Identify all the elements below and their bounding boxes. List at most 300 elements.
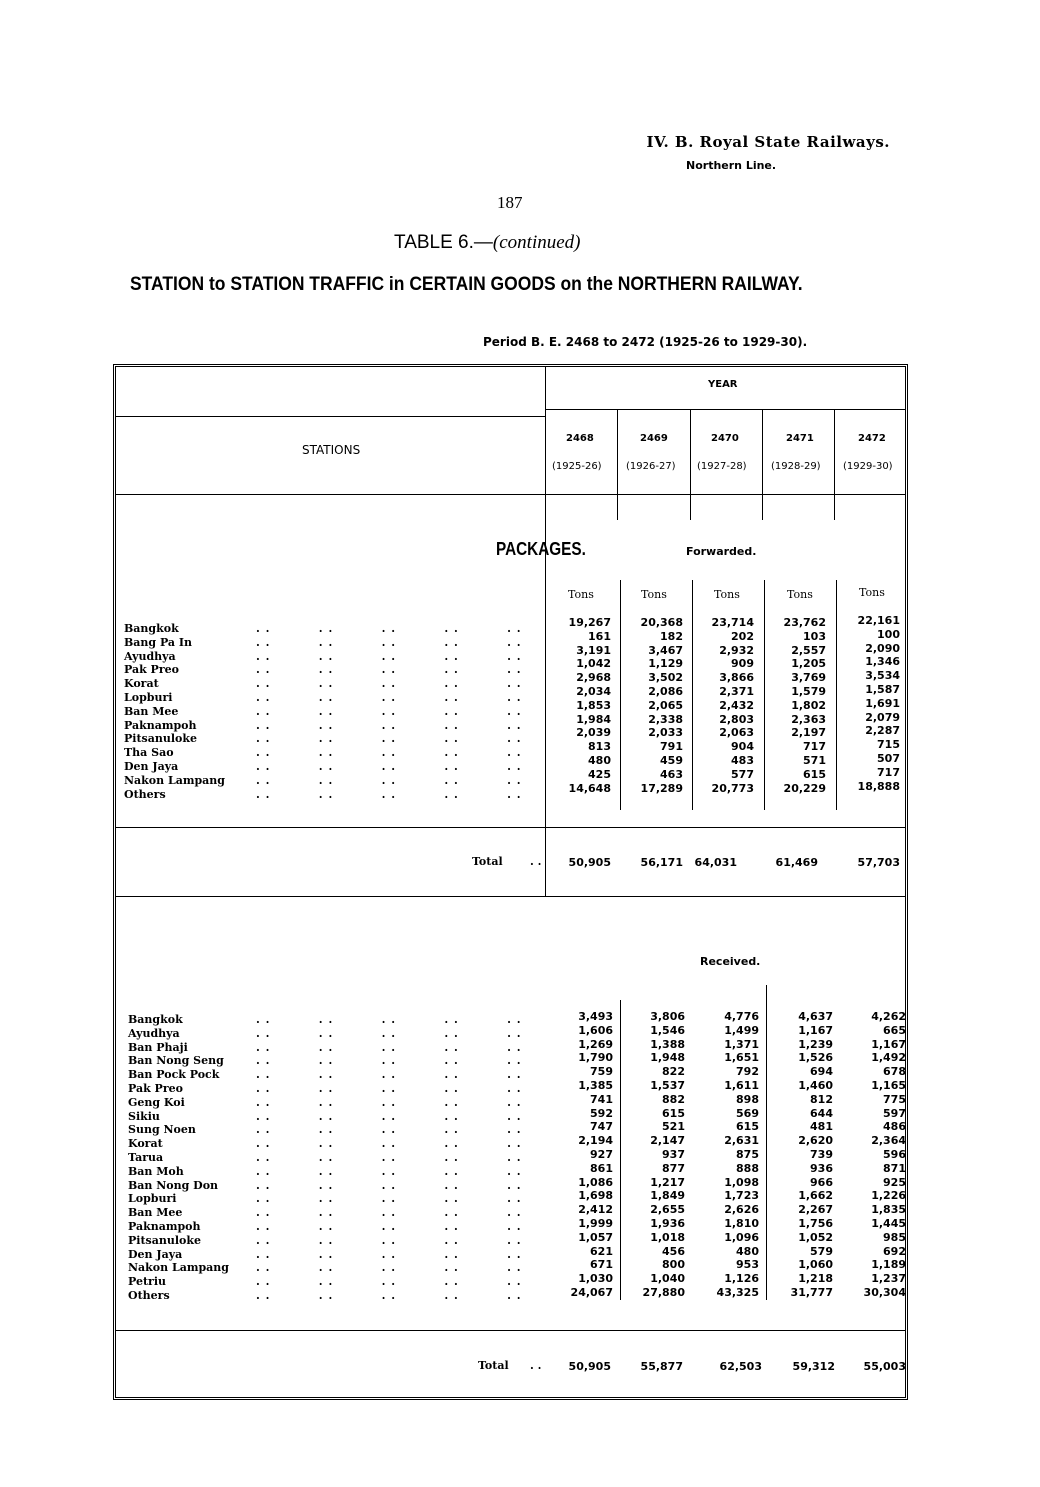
station-name: Ban Moh (128, 1164, 184, 1178)
table-cell: 615 (662, 1106, 685, 1120)
table-cell: 1,984 (576, 712, 611, 726)
table-cell: 2,557 (791, 643, 826, 657)
table-cell: 2,338 (648, 712, 683, 726)
table-cell: 1,499 (724, 1023, 759, 1037)
table-cell: 2,655 (650, 1203, 685, 1217)
table-cell: 2,194 (578, 1134, 613, 1148)
year-be-2: 2469 (640, 433, 668, 444)
leader-dots: . . . . . . . . . . (256, 1219, 522, 1233)
station-name: Pak Preo (124, 663, 179, 677)
station-name: Paknampoh (128, 1219, 201, 1233)
period-line: Period B. E. 2468 to 2472 (1925-26 to 1929-30). (483, 335, 808, 349)
table-cell: 22,161 (857, 614, 900, 627)
received-col-2471 (771, 1010, 833, 1300)
table-cell: 456 (662, 1244, 685, 1258)
table-cell: 571 (803, 753, 826, 767)
table-cell: 1,057 (578, 1230, 613, 1244)
station-name: Ayudhya (124, 649, 176, 663)
table-cell: 927 (590, 1147, 613, 1161)
rule-col4b (836, 580, 837, 810)
station-name: Ban Nong Don (128, 1178, 219, 1192)
table-cell: 741 (590, 1092, 613, 1106)
station-name: Others (124, 787, 166, 801)
table-cell: 1,226 (871, 1189, 906, 1203)
table-cell: 2,631 (724, 1134, 759, 1148)
table-cell: 759 (590, 1065, 613, 1079)
year-be-4: 2471 (786, 433, 814, 444)
table-cell: 877 (662, 1161, 685, 1175)
leader-dots: . . . . . . . . . . (256, 1040, 522, 1054)
table-cell: 1,999 (578, 1216, 613, 1230)
station-name: Bangkok (128, 1013, 183, 1026)
forwarded-total-2469: 56,171 (640, 856, 683, 869)
station-name: Den Jaya (124, 759, 179, 773)
rule-after-total-fwd (116, 896, 906, 897)
table-cell: 2,371 (719, 684, 754, 698)
unit-label-1: Tons (568, 588, 594, 601)
table-cell: 1,445 (871, 1216, 906, 1230)
table-cell: 2,063 (719, 726, 754, 740)
received-total-2472: 55,003 (863, 1360, 906, 1373)
table-cell: 1,723 (724, 1189, 759, 1203)
table-cell: 463 (660, 767, 683, 781)
unit-label-4: Tons (787, 588, 813, 601)
table-cell: 665 (883, 1023, 906, 1037)
table-cell: 2,412 (578, 1203, 613, 1217)
station-name: Petriu (128, 1275, 167, 1289)
table-cell: 882 (662, 1092, 685, 1106)
year-ad-3: (1927-28) (697, 461, 747, 472)
table-cell: 2,803 (719, 712, 754, 726)
forwarded-total-label: Total (472, 855, 503, 868)
rule-col1 (617, 410, 618, 520)
station-name: Sikiu (128, 1109, 160, 1123)
table-cell: 2,267 (798, 1203, 833, 1217)
leader-dots: . . . . . . . . . . (256, 1233, 522, 1247)
table-cell: 717 (803, 740, 826, 754)
table-cell: 1,537 (650, 1078, 685, 1092)
forwarded-col-2470 (692, 616, 754, 795)
table-cell: 985 (883, 1230, 906, 1244)
table-cell: 1,691 (865, 696, 900, 710)
table-cell: 1,167 (798, 1023, 833, 1037)
leader-dots: . . . . . . . . . . (256, 690, 522, 704)
table-cell: 1,042 (576, 657, 611, 671)
table-cell: 2,932 (719, 643, 754, 657)
table-cell: 2,432 (719, 698, 754, 712)
page-title: STATION to STATION TRAFFIC in CERTAIN GOODS on the NORTHERN RAILWAY. (130, 274, 803, 295)
stations-header: STATIONS (302, 443, 361, 457)
table-cell: 459 (660, 753, 683, 767)
table-cell: 2,086 (648, 684, 683, 698)
leader-dots: . . . . . . . . . . (256, 1013, 522, 1026)
table-cell: 23,762 (783, 616, 826, 629)
table-cell: 678 (883, 1065, 906, 1079)
table-cell: 1,587 (865, 682, 900, 696)
table-number: TABLE 6.— (394, 232, 493, 253)
table-label (394, 232, 580, 254)
table-cell: 792 (736, 1065, 759, 1079)
rule-col4 (834, 410, 835, 520)
table-cell: 2,626 (724, 1203, 759, 1217)
station-name: Pitsanuloke (124, 732, 197, 746)
received-station-list (128, 1013, 229, 1303)
leader-dots: . . . . . . . . . . (256, 1137, 522, 1151)
forwarded-label: Forwarded. (686, 545, 757, 558)
table-cell: 1,611 (724, 1078, 759, 1092)
table-cell: 925 (883, 1175, 906, 1189)
rule-year-band (545, 409, 906, 410)
table-cell: 1,346 (865, 655, 900, 669)
leader-dots: . . . . . . . . . . (256, 1150, 522, 1164)
table-cell: 904 (731, 740, 754, 754)
table-cell: 812 (810, 1092, 833, 1106)
station-name: Others (128, 1288, 170, 1302)
table-cell: 1,239 (798, 1037, 833, 1051)
year-be-5: 2472 (858, 433, 886, 444)
year-ad-1: (1925-26) (552, 461, 602, 472)
table-cell: 1,189 (871, 1258, 906, 1272)
table-cell: 1,205 (791, 657, 826, 671)
received-total-2471: 59,312 (792, 1360, 835, 1373)
table-cell: 31,777 (790, 1285, 833, 1299)
table-cell: 1,040 (650, 1272, 685, 1286)
leader-dots: . . . . . . . . . . (256, 1247, 522, 1261)
table-cell: 1,948 (650, 1051, 685, 1065)
received-col-2468 (551, 1010, 613, 1300)
table-cell: 1,052 (798, 1230, 833, 1244)
leader-dots: . . . . . . . . . . (256, 663, 522, 677)
table-cell: 1,018 (650, 1230, 685, 1244)
table-cell: 20,773 (711, 781, 754, 795)
table-cell: 425 (588, 767, 611, 781)
table-cell: 966 (810, 1175, 833, 1189)
table-cell: 1,167 (871, 1037, 906, 1051)
table-cell: 569 (736, 1106, 759, 1120)
table-cell: 1,030 (578, 1272, 613, 1286)
rule-col3 (762, 410, 763, 520)
leader-dots: . . . . . . . . . . (256, 1081, 522, 1095)
station-name: Ayudhya (128, 1026, 180, 1040)
table-cell: 2,147 (650, 1134, 685, 1148)
table-cell: 2,364 (871, 1134, 906, 1148)
table-cell: 717 (877, 765, 900, 779)
leader-dots: . . . . . . . . . . (256, 1068, 522, 1082)
table-cell: 483 (731, 753, 754, 767)
station-name: Nakon Lampang (128, 1261, 229, 1275)
station-name: Tarua (128, 1150, 164, 1164)
station-name: Pitsanuloke (128, 1233, 201, 1247)
station-name: Den Jaya (128, 1247, 183, 1261)
year-ad-2: (1926-27) (626, 461, 676, 472)
table-cell: 4,262 (871, 1010, 906, 1023)
station-name: Geng Koi (128, 1095, 185, 1109)
table-cell: 715 (877, 738, 900, 752)
table-cell: 875 (736, 1147, 759, 1161)
table-cell: 1,849 (650, 1189, 685, 1203)
received-leader-dots (256, 1013, 522, 1303)
station-name: Paknampoh (124, 718, 197, 732)
leader-dots: . . . . . . . . . . (256, 1206, 522, 1220)
leader-dots: . . . . . . . . . . (256, 1288, 522, 1302)
table-cell: 937 (662, 1147, 685, 1161)
station-name: Ban Phaji (128, 1040, 188, 1054)
forwarded-col-2468 (549, 616, 611, 795)
unit-label-2: Tons (641, 588, 667, 601)
received-total-2469: 55,877 (640, 1360, 683, 1373)
leader-dots: . . . . . . . . . . (256, 1164, 522, 1178)
year-be-1: 2468 (566, 433, 594, 444)
table-cell: 2,968 (576, 671, 611, 685)
table-cell: 1,546 (650, 1023, 685, 1037)
year-be-3: 2470 (711, 433, 739, 444)
rule-before-total-fwd (116, 827, 906, 828)
table-cell: 1,269 (578, 1037, 613, 1051)
rule-under-header (116, 416, 545, 417)
page-number: 187 (497, 193, 523, 212)
table-cell: 2,079 (865, 710, 900, 724)
table-cell: 953 (736, 1258, 759, 1272)
unit-label-3: Tons (714, 588, 740, 601)
leader-dots: . . . . . . . . . . (256, 677, 522, 691)
table-cell: 1,579 (791, 684, 826, 698)
table-cell: 813 (588, 740, 611, 754)
table-cell: 1,662 (798, 1189, 833, 1203)
section-heading: IV. B. Royal State Railways. (646, 133, 890, 151)
table-cell: 596 (883, 1147, 906, 1161)
station-name: Korat (124, 677, 159, 691)
table-cell: 3,467 (648, 643, 683, 657)
table-cell: 43,325 (716, 1285, 759, 1299)
table-cell: 615 (803, 767, 826, 781)
received-label: Received. (700, 955, 761, 968)
year-ad-5: (1929-30) (843, 461, 893, 472)
table-cell: 1,385 (578, 1078, 613, 1092)
leader-dots: . . . . . . . . . . (256, 704, 522, 718)
table-cell: 27,880 (642, 1285, 685, 1299)
received-col-2469 (623, 1010, 685, 1300)
table-cell: 871 (883, 1161, 906, 1175)
table-cell: 1,835 (871, 1203, 906, 1217)
table-cell: 23,714 (711, 616, 754, 629)
table-cell: 694 (810, 1065, 833, 1079)
table-cell: 17,289 (640, 781, 683, 795)
table-cell: 888 (736, 1161, 759, 1175)
table-cell: 521 (662, 1120, 685, 1134)
table-cell: 2,197 (791, 726, 826, 740)
table-cell: 100 (877, 627, 900, 641)
table-cell: 1,460 (798, 1078, 833, 1092)
table-cell: 592 (590, 1106, 613, 1120)
station-name: Pak Preo (128, 1081, 183, 1095)
table-cell: 1,492 (871, 1051, 906, 1065)
table-cell: 800 (662, 1258, 685, 1272)
forwarded-total-dots: . . (530, 855, 542, 868)
table-cell: 481 (810, 1120, 833, 1134)
table-cell: 3,806 (650, 1010, 685, 1023)
leader-dots: . . . . . . . . . . (256, 732, 522, 746)
station-name: Sung Noen (128, 1123, 196, 1137)
table-cell: 644 (810, 1106, 833, 1120)
table-continued: (continued) (492, 232, 581, 253)
leader-dots: . . . . . . . . . . (256, 1026, 522, 1040)
table-cell: 1,606 (578, 1023, 613, 1037)
table-cell: 480 (736, 1244, 759, 1258)
forwarded-col-2469 (621, 616, 683, 795)
received-total-2470: 62,503 (719, 1360, 762, 1373)
table-cell: 3,534 (865, 669, 900, 683)
received-total-dots: . . (530, 1359, 542, 1372)
table-cell: 1,086 (578, 1175, 613, 1189)
table-cell: 1,217 (650, 1175, 685, 1189)
forwarded-total-2471: 61,469 (775, 856, 818, 869)
table-cell: 739 (810, 1147, 833, 1161)
leader-dots: . . . . . . . . . . (256, 649, 522, 663)
table-cell: 2,034 (576, 684, 611, 698)
table-cell: 2,065 (648, 698, 683, 712)
station-name: Lopburi (128, 1192, 177, 1206)
leader-dots: . . . . . . . . . . (256, 1095, 522, 1109)
leader-dots: . . . . . . . . . . (256, 746, 522, 760)
table-cell: 1,165 (871, 1078, 906, 1092)
table-cell: 19,267 (568, 616, 611, 629)
station-name: Bang Pa In (124, 635, 193, 649)
table-cell: 3,502 (648, 671, 683, 685)
table-cell: 577 (731, 767, 754, 781)
table-cell: 3,866 (719, 671, 754, 685)
forwarded-col-2472 (838, 614, 900, 793)
table-cell: 898 (736, 1092, 759, 1106)
table-cell: 1,129 (648, 657, 683, 671)
table-cell: 2,039 (576, 726, 611, 740)
leader-dots: . . . . . . . . . . (256, 1178, 522, 1192)
received-col-2470 (697, 1010, 759, 1300)
leader-dots: . . . . . . . . . . (256, 622, 522, 635)
table-cell: 692 (883, 1244, 906, 1258)
table-cell: 2,090 (865, 641, 900, 655)
unit-label-5: Tons (859, 586, 885, 599)
table-cell: 30,304 (863, 1285, 906, 1299)
leader-dots: . . . . . . . . . . (256, 1109, 522, 1123)
table-cell: 3,769 (791, 671, 826, 685)
rule-before-total-rcv (116, 1330, 906, 1331)
table-cell: 3,191 (576, 643, 611, 657)
table-cell: 1,526 (798, 1051, 833, 1065)
table-cell: 1,098 (724, 1175, 759, 1189)
table-cell: 822 (662, 1065, 685, 1079)
forwarded-station-list (124, 622, 225, 801)
table-cell: 480 (588, 753, 611, 767)
table-cell: 20,368 (640, 616, 683, 629)
table-cell: 1,126 (724, 1272, 759, 1286)
leader-dots: . . . . . . . . . . (256, 635, 522, 649)
leader-dots: . . . . . . . . . . (256, 1054, 522, 1068)
leader-dots: . . . . . . . . . . (256, 1275, 522, 1289)
table-cell: 597 (883, 1106, 906, 1120)
year-header: YEAR (708, 379, 738, 390)
table-cell: 2,287 (865, 724, 900, 738)
table-cell: 486 (883, 1120, 906, 1134)
rule-col3c (766, 985, 767, 1300)
table-cell: 1,388 (650, 1037, 685, 1051)
table-cell: 24,067 (570, 1285, 613, 1299)
leader-dots: . . . . . . . . . . (256, 787, 522, 801)
rule-col2 (690, 410, 691, 520)
station-name: Nakon Lampang (124, 773, 225, 787)
table-cell: 579 (810, 1244, 833, 1258)
table-cell: 791 (660, 740, 683, 754)
table-cell: 3,493 (578, 1010, 613, 1023)
table-cell: 20,229 (783, 781, 826, 795)
leader-dots: . . . . . . . . . . (256, 773, 522, 787)
table-cell: 1,371 (724, 1037, 759, 1051)
table-cell: 861 (590, 1161, 613, 1175)
line-subheading: Northern Line. (686, 159, 777, 172)
leader-dots: . . . . . . . . . . (256, 1123, 522, 1137)
leader-dots: . . . . . . . . . . (256, 759, 522, 773)
table-cell: 2,620 (798, 1134, 833, 1148)
rule-stations-col (545, 366, 546, 896)
table-cell: 161 (588, 629, 611, 643)
table-cell: 671 (590, 1258, 613, 1272)
table-cell: 1,756 (798, 1216, 833, 1230)
received-total-2468: 50,905 (568, 1360, 611, 1373)
table-cell: 2,033 (648, 726, 683, 740)
table-cell: 507 (877, 751, 900, 765)
table-cell: 103 (803, 629, 826, 643)
table-cell: 1,810 (724, 1216, 759, 1230)
table-cell: 4,637 (798, 1010, 833, 1023)
station-name: Tha Sao (124, 746, 174, 760)
received-col-2472 (844, 1010, 906, 1300)
forwarded-total-2468: 50,905 (568, 856, 611, 869)
table-cell: 202 (731, 629, 754, 643)
station-name: Lopburi (124, 690, 173, 704)
forwarded-leader-dots (256, 622, 522, 801)
table-cell: 1,060 (798, 1258, 833, 1272)
received-total-label: Total (478, 1359, 509, 1372)
leader-dots: . . . . . . . . . . (256, 1261, 522, 1275)
table-cell: 1,698 (578, 1189, 613, 1203)
station-name: Bangkok (124, 622, 179, 635)
commodity-label: PACKAGES. (496, 539, 586, 559)
table-cell: 18,888 (857, 779, 900, 793)
station-name: Ban Mee (124, 704, 179, 718)
forwarded-col-2471 (764, 616, 826, 795)
table-cell: 1,218 (798, 1272, 833, 1286)
table-cell: 1,237 (871, 1272, 906, 1286)
table-cell: 14,648 (568, 781, 611, 795)
leader-dots: . . . . . . . . . . (256, 1192, 522, 1206)
table-cell: 1,096 (724, 1230, 759, 1244)
forwarded-total-2472: 57,703 (857, 856, 900, 869)
table-cell: 1,802 (791, 698, 826, 712)
table-cell: 4,776 (724, 1010, 759, 1023)
year-ad-4: (1928-29) (771, 461, 821, 472)
table-cell: 621 (590, 1244, 613, 1258)
table-cell: 936 (810, 1161, 833, 1175)
rule-header-bottom (116, 494, 906, 495)
table-cell: 1,651 (724, 1051, 759, 1065)
rule-col1c (620, 1000, 621, 1300)
table-cell: 909 (731, 657, 754, 671)
table-cell: 615 (736, 1120, 759, 1134)
table-cell: 1,936 (650, 1216, 685, 1230)
station-name: Ban Pock Pock (128, 1068, 220, 1082)
table-cell: 2,363 (791, 712, 826, 726)
station-name: Korat (128, 1137, 163, 1151)
table-cell: 182 (660, 629, 683, 643)
